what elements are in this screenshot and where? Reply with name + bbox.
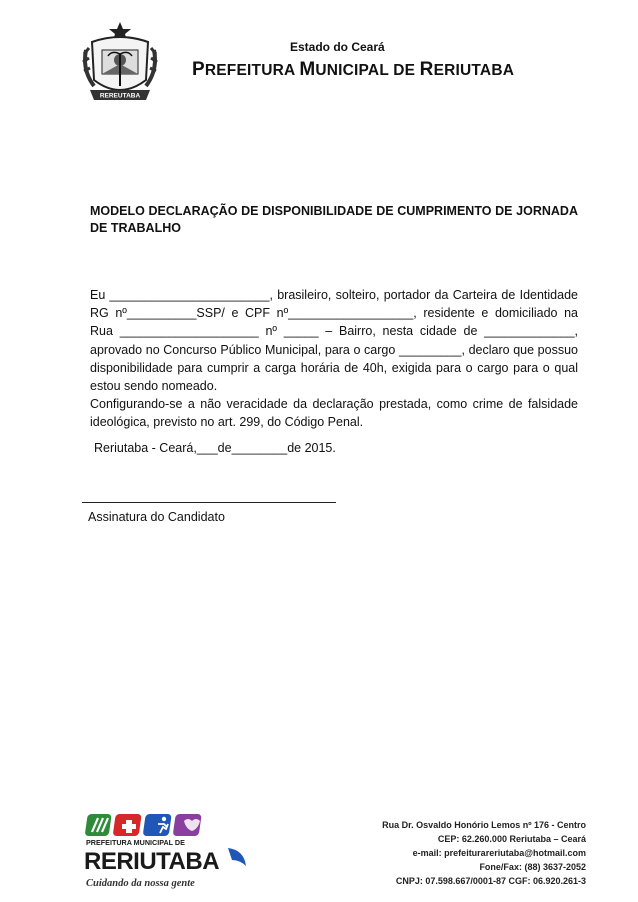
seal-banner-text: REREUTABA — [99, 92, 141, 100]
title-part: ERIUTABA — [433, 62, 515, 79]
signature-label: Assinatura do Candidato — [88, 510, 225, 524]
place-date-line: Reriutaba - Ceará,___de________de 2015. — [94, 441, 336, 455]
reriutaba-footer-logo — [80, 812, 250, 894]
declaration-paragraph: Configurando-se a não veracidade da declaração prestada, como crime de falsidade ideológica, previsto no art. 299, do Código Penal. — [90, 397, 578, 430]
phone-line: Fone/Fax: (88) 3637-2052 — [479, 862, 586, 872]
title-part: UNICIPAL DE — [315, 62, 420, 79]
logo-name: RERIUTABA — [84, 848, 220, 875]
title-part: REFEITURA — [204, 62, 300, 79]
state-name: Estado do Ceará — [290, 40, 385, 54]
title-initial: R — [419, 59, 434, 80]
declaration-body — [90, 286, 578, 432]
address-line: Rua Dr. Osvaldo Honório Lemos nº 176 - Centro — [382, 820, 586, 830]
email-line: e-mail: prefeiturareriutaba@hotmail.com — [412, 848, 586, 858]
city-seal-logo — [80, 20, 160, 110]
title-initial: M — [299, 59, 316, 80]
city-hall-title — [192, 59, 514, 81]
title-initial: P — [192, 59, 205, 80]
address-line: CEP: 62.260.000 Reriutaba – Ceará — [437, 834, 586, 844]
signature-line — [82, 502, 336, 503]
footer-address — [330, 818, 586, 888]
logo-slogan: Cuidando da nossa gente — [86, 878, 195, 889]
logo-top-text: PREFEITURA MUNICIPAL DE — [86, 838, 185, 847]
declaration-paragraph: Eu _______________________, brasileiro, solteiro, portador da Carteira de Identidade RG nº__________SSP/ e CPF nº__________________, residente e domiciliado na Rua ____________________ nº _____ – Bairro, nesta cidade de _____________, aprovado no Concurso Público Municipal, para o cargo _________, declaro que possuo disponibilidade para cumprir a carga horária de 40h, exigida para o cargo para o qual estou sendo nomeado. — [90, 288, 578, 394]
document-title: MODELO DECLARAÇÃO DE DISPONIBILIDADE DE CUMPRIMENTO DE JORNADA DE TRABALHO — [90, 204, 578, 235]
registration-line: CNPJ: 07.598.667/0001-87 CGF: 06.920.261-3 — [395, 876, 586, 886]
